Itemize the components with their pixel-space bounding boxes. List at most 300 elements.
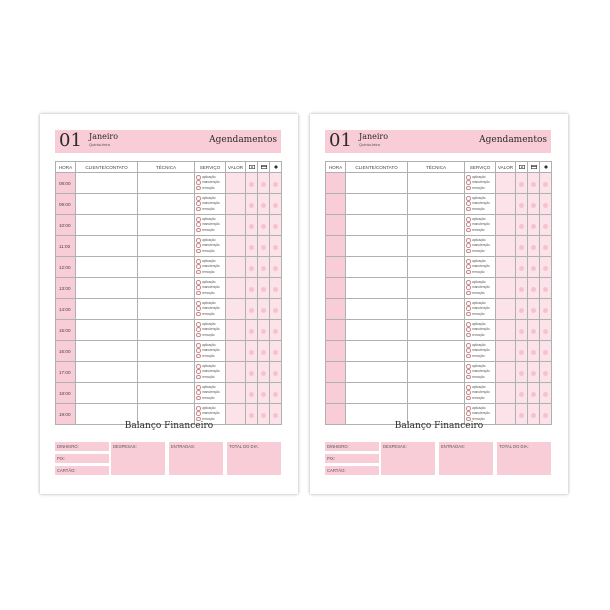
service-cell (465, 236, 496, 257)
payment-cell (528, 278, 540, 299)
client-cell[interactable] (346, 194, 408, 215)
checkbox-icon[interactable] (196, 375, 201, 380)
payment-cell (258, 236, 270, 257)
card-label: CARTÃO: (57, 468, 76, 473)
payment-dot-icon[interactable] (249, 203, 254, 208)
value-cell[interactable] (226, 194, 246, 215)
checkbox-icon[interactable] (466, 306, 471, 311)
payment-dot-icon[interactable] (249, 287, 254, 292)
checkbox-icon[interactable] (196, 264, 201, 269)
service-option[interactable] (195, 249, 225, 254)
client-cell[interactable] (76, 299, 138, 320)
payment-dot-icon[interactable] (543, 203, 548, 208)
expenses-field[interactable] (111, 442, 165, 475)
schedule-row (56, 341, 282, 362)
value-cell[interactable] (226, 299, 246, 320)
hour-cell (326, 194, 346, 215)
card-field[interactable] (325, 466, 379, 475)
checkbox-icon[interactable] (466, 280, 471, 285)
payment-dot-icon[interactable] (249, 224, 254, 229)
value-cell[interactable] (226, 278, 246, 299)
pix-field[interactable] (55, 454, 109, 463)
value-cell[interactable] (496, 362, 516, 383)
technique-cell[interactable] (138, 320, 195, 341)
client-cell[interactable] (346, 362, 408, 383)
service-option[interactable] (465, 291, 495, 296)
payment-dot-icon[interactable] (519, 350, 524, 355)
technique-cell[interactable] (408, 320, 465, 341)
client-cell[interactable] (76, 341, 138, 362)
checkbox-icon[interactable] (466, 364, 471, 369)
cash-field[interactable] (55, 442, 109, 451)
value-cell[interactable] (496, 299, 516, 320)
client-cell[interactable] (346, 215, 408, 236)
hour-cell (326, 383, 346, 404)
technique-cell[interactable] (408, 257, 465, 278)
payment-dot-icon[interactable] (261, 266, 266, 271)
checkbox-icon[interactable] (196, 390, 201, 395)
payment-cell (516, 257, 528, 278)
checkbox-icon[interactable] (196, 249, 201, 254)
value-cell[interactable] (496, 215, 516, 236)
checkbox-icon[interactable] (466, 333, 471, 338)
checkbox-icon[interactable] (196, 259, 201, 264)
service-label: aplicação (472, 385, 486, 390)
client-cell[interactable] (76, 236, 138, 257)
checkbox-icon[interactable] (466, 238, 471, 243)
checkbox-icon[interactable] (466, 243, 471, 248)
checkbox-icon[interactable] (196, 180, 201, 185)
checkbox-icon[interactable] (466, 390, 471, 395)
money-icon (516, 162, 528, 173)
payment-dot-icon[interactable] (519, 182, 524, 187)
checkbox-icon[interactable] (196, 343, 201, 348)
payment-cell (246, 362, 258, 383)
payment-dot-icon[interactable] (249, 371, 254, 376)
income-field[interactable] (169, 442, 223, 475)
checkbox-icon[interactable] (196, 186, 201, 191)
service-label: manutenção (202, 180, 220, 185)
service-option[interactable] (465, 249, 495, 254)
payment-dot-icon[interactable] (531, 203, 536, 208)
payment-dot-icon[interactable] (273, 245, 278, 250)
payment-dot-icon[interactable] (531, 413, 536, 418)
payment-dot-icon[interactable] (519, 266, 524, 271)
payment-dot-icon[interactable] (531, 392, 536, 397)
value-cell[interactable] (496, 383, 516, 404)
checkbox-icon[interactable] (196, 369, 201, 374)
checkbox-icon[interactable] (196, 406, 201, 411)
value-cell[interactable] (496, 257, 516, 278)
payment-dot-icon[interactable] (249, 350, 254, 355)
checkbox-icon[interactable] (196, 217, 201, 222)
checkbox-icon[interactable] (196, 411, 201, 416)
value-cell[interactable] (226, 257, 246, 278)
card-field[interactable] (55, 466, 109, 475)
payment-dot-icon[interactable] (531, 266, 536, 271)
payment-dot-icon[interactable] (261, 413, 266, 418)
month-label: Janeiro (359, 132, 389, 141)
value-cell[interactable] (226, 173, 246, 194)
payment-cell (258, 278, 270, 299)
payment-dot-icon[interactable] (273, 392, 278, 397)
payment-dot-icon[interactable] (249, 182, 254, 187)
expenses-field[interactable] (381, 442, 435, 475)
checkbox-icon[interactable] (196, 322, 201, 327)
technique-cell[interactable] (138, 257, 195, 278)
payment-cell (516, 299, 528, 320)
payment-dot-icon[interactable] (261, 245, 266, 250)
payment-cell (540, 257, 552, 278)
service-label: aplicação (202, 238, 216, 243)
payment-dot-icon[interactable] (249, 329, 254, 334)
checkbox-icon[interactable] (466, 207, 471, 212)
payment-cell (270, 299, 282, 320)
payment-dot-icon[interactable] (261, 203, 266, 208)
value-cell[interactable] (496, 236, 516, 257)
payment-dot-icon[interactable] (273, 329, 278, 334)
payment-dot-icon[interactable] (543, 224, 548, 229)
value-cell[interactable] (226, 383, 246, 404)
service-option[interactable] (465, 333, 495, 338)
checkbox-icon[interactable] (466, 186, 471, 191)
payment-dot-icon[interactable] (273, 182, 278, 187)
checkbox-icon[interactable] (196, 280, 201, 285)
technique-cell[interactable] (408, 383, 465, 404)
payment-dot-icon[interactable] (273, 287, 278, 292)
checkbox-icon[interactable] (196, 396, 201, 401)
cash-label: DINHEIRO: (327, 444, 349, 449)
payment-dot-icon[interactable] (543, 350, 548, 355)
technique-cell[interactable] (138, 236, 195, 257)
payment-dot-icon[interactable] (273, 203, 278, 208)
service-option[interactable] (465, 375, 495, 380)
service-label: remoção (472, 353, 485, 358)
checkbox-icon[interactable] (466, 222, 471, 227)
payment-dot-icon[interactable] (543, 182, 548, 187)
checkbox-icon[interactable] (196, 354, 201, 359)
checkbox-icon[interactable] (466, 375, 471, 380)
value-cell[interactable] (226, 362, 246, 383)
checkbox-icon[interactable] (466, 249, 471, 254)
technique-cell[interactable] (138, 383, 195, 404)
client-cell[interactable] (76, 173, 138, 194)
checkbox-icon[interactable] (466, 411, 471, 416)
service-option[interactable] (465, 228, 495, 233)
checkbox-icon[interactable] (196, 385, 201, 390)
payment-dot-icon[interactable] (261, 308, 266, 313)
pix-label: PIX: (327, 456, 335, 461)
value-cell[interactable] (496, 194, 516, 215)
client-cell[interactable] (76, 320, 138, 341)
checkbox-icon[interactable] (466, 322, 471, 327)
service-cell (465, 278, 496, 299)
service-label: aplicação (472, 322, 486, 327)
checkbox-icon[interactable] (196, 228, 201, 233)
value-cell[interactable] (496, 320, 516, 341)
payment-dot-icon[interactable] (531, 329, 536, 334)
payment-dot-icon[interactable] (543, 392, 548, 397)
payment-dot-icon[interactable] (261, 350, 266, 355)
checkbox-icon[interactable] (196, 222, 201, 227)
technique-cell[interactable] (408, 278, 465, 299)
payment-dot-icon[interactable] (519, 371, 524, 376)
day-number: 01 (59, 130, 82, 151)
balance-title: Balanço Financeiro (124, 421, 214, 431)
checkbox-icon[interactable] (196, 238, 201, 243)
payment-dot-icon[interactable] (261, 371, 266, 376)
checkbox-icon[interactable] (466, 259, 471, 264)
value-cell[interactable] (496, 278, 516, 299)
checkbox-icon[interactable] (196, 201, 201, 206)
service-option[interactable] (195, 228, 225, 233)
service-label: aplicação (472, 343, 486, 348)
checkbox-icon[interactable] (466, 348, 471, 353)
payment-dot-icon[interactable] (249, 245, 254, 250)
day-total-field[interactable] (227, 442, 281, 475)
checkbox-icon[interactable] (466, 270, 471, 275)
value-cell[interactable] (226, 341, 246, 362)
client-cell[interactable] (76, 278, 138, 299)
payment-dot-icon[interactable] (543, 308, 548, 313)
client-cell[interactable] (346, 236, 408, 257)
value-cell[interactable] (226, 215, 246, 236)
payment-dot-icon[interactable] (249, 413, 254, 418)
checkbox-icon[interactable] (196, 196, 201, 201)
payment-dot-icon[interactable] (273, 413, 278, 418)
payment-dot-icon[interactable] (531, 371, 536, 376)
service-option[interactable] (195, 186, 225, 191)
service-option[interactable] (465, 396, 495, 401)
checkbox-icon[interactable] (196, 364, 201, 369)
payment-cell (270, 257, 282, 278)
technique-cell[interactable] (408, 215, 465, 236)
payment-dot-icon[interactable] (273, 350, 278, 355)
col-header-servico: SERVIÇO (465, 162, 496, 173)
client-cell[interactable] (76, 215, 138, 236)
technique-cell[interactable] (138, 299, 195, 320)
service-option[interactable] (465, 312, 495, 317)
checkbox-icon[interactable] (466, 312, 471, 317)
payment-dot-icon[interactable] (543, 329, 548, 334)
service-label: aplicação (202, 280, 216, 285)
service-option[interactable] (195, 333, 225, 338)
service-option[interactable] (195, 312, 225, 317)
payment-cell (540, 278, 552, 299)
payment-dot-icon[interactable] (543, 371, 548, 376)
technique-cell[interactable] (138, 173, 195, 194)
checkbox-icon[interactable] (196, 348, 201, 353)
payment-dot-icon[interactable] (531, 224, 536, 229)
checkbox-icon[interactable] (466, 369, 471, 374)
service-option[interactable] (465, 354, 495, 359)
payment-dot-icon[interactable] (531, 308, 536, 313)
service-label: aplicação (472, 217, 486, 222)
payment-dot-icon[interactable] (519, 413, 524, 418)
payment-dot-icon[interactable] (249, 308, 254, 313)
technique-cell[interactable] (138, 278, 195, 299)
client-cell[interactable] (76, 194, 138, 215)
payment-dot-icon[interactable] (261, 392, 266, 397)
checkbox-icon[interactable] (466, 228, 471, 233)
payment-cell (246, 215, 258, 236)
checkbox-icon[interactable] (466, 396, 471, 401)
checkbox-icon[interactable] (466, 406, 471, 411)
checkbox-icon[interactable] (466, 196, 471, 201)
client-cell[interactable] (346, 320, 408, 341)
technique-cell[interactable] (138, 194, 195, 215)
technique-cell[interactable] (408, 173, 465, 194)
day-total-label: TOTAL DO DIA: (229, 444, 259, 449)
payment-dot-icon[interactable] (519, 224, 524, 229)
payment-dot-icon[interactable] (273, 266, 278, 271)
client-cell[interactable] (76, 383, 138, 404)
pix-field[interactable] (325, 454, 379, 463)
checkbox-icon[interactable] (466, 217, 471, 222)
service-option[interactable] (195, 396, 225, 401)
checkbox-icon[interactable] (196, 306, 201, 311)
service-option[interactable] (195, 291, 225, 296)
checkbox-icon[interactable] (466, 175, 471, 180)
service-option[interactable] (195, 270, 225, 275)
payment-dot-icon[interactable] (543, 266, 548, 271)
client-cell[interactable] (346, 299, 408, 320)
checkbox-icon[interactable] (466, 180, 471, 185)
checkbox-icon[interactable] (196, 301, 201, 306)
service-label: remoção (472, 269, 485, 274)
payment-dot-icon[interactable] (261, 287, 266, 292)
technique-cell[interactable] (408, 299, 465, 320)
checkbox-icon[interactable] (196, 270, 201, 275)
hour-cell: 08:00 (56, 173, 76, 194)
payment-cell (258, 299, 270, 320)
service-label: manutenção (472, 201, 490, 206)
checkbox-icon[interactable] (196, 312, 201, 317)
service-option[interactable] (195, 354, 225, 359)
checkbox-icon[interactable] (466, 201, 471, 206)
checkbox-icon[interactable] (196, 291, 201, 296)
hour-cell (326, 236, 346, 257)
service-option[interactable] (465, 270, 495, 275)
checkbox-icon[interactable] (466, 327, 471, 332)
service-label: remoção (472, 416, 485, 421)
payment-dot-icon[interactable] (519, 329, 524, 334)
payment-dot-icon[interactable] (249, 266, 254, 271)
payment-dot-icon[interactable] (543, 287, 548, 292)
payment-dot-icon[interactable] (273, 224, 278, 229)
payment-dot-icon[interactable] (519, 308, 524, 313)
service-cell (465, 362, 496, 383)
technique-cell[interactable] (408, 194, 465, 215)
technique-cell[interactable] (408, 341, 465, 362)
client-cell[interactable] (346, 278, 408, 299)
checkbox-icon[interactable] (466, 285, 471, 290)
value-cell[interactable] (226, 320, 246, 341)
service-label: remoção (202, 332, 215, 337)
payment-dot-icon[interactable] (273, 308, 278, 313)
technique-cell[interactable] (408, 236, 465, 257)
service-option[interactable] (195, 375, 225, 380)
payment-cell (528, 194, 540, 215)
client-cell[interactable] (76, 257, 138, 278)
payment-dot-icon[interactable] (249, 392, 254, 397)
checkbox-icon[interactable] (196, 207, 201, 212)
day-total-field[interactable] (497, 442, 551, 475)
cash-field[interactable] (325, 442, 379, 451)
checkbox-icon[interactable] (196, 327, 201, 332)
payment-cell (258, 257, 270, 278)
schedule-row (326, 320, 552, 341)
checkbox-icon[interactable] (196, 333, 201, 338)
checkbox-icon[interactable] (196, 243, 201, 248)
payment-cell (516, 236, 528, 257)
service-label: remoção (202, 311, 215, 316)
payment-dot-icon[interactable] (261, 329, 266, 334)
payment-cell (516, 173, 528, 194)
payment-dot-icon[interactable] (531, 245, 536, 250)
checkbox-icon[interactable] (466, 343, 471, 348)
client-cell[interactable] (346, 173, 408, 194)
payment-dot-icon[interactable] (531, 350, 536, 355)
technique-cell[interactable] (138, 362, 195, 383)
payment-dot-icon[interactable] (519, 392, 524, 397)
checkbox-icon[interactable] (466, 385, 471, 390)
planner-page-right (310, 114, 568, 494)
income-label: ENTRADAS: (441, 444, 465, 449)
service-option[interactable] (465, 186, 495, 191)
technique-cell[interactable] (138, 215, 195, 236)
client-cell[interactable] (346, 383, 408, 404)
payment-dot-icon[interactable] (531, 182, 536, 187)
payment-cell (270, 236, 282, 257)
income-field[interactable] (439, 442, 493, 475)
payment-dot-icon[interactable] (519, 203, 524, 208)
checkbox-icon[interactable] (466, 301, 471, 306)
payment-dot-icon[interactable] (543, 245, 548, 250)
technique-cell[interactable] (408, 362, 465, 383)
service-option[interactable] (465, 207, 495, 212)
value-cell[interactable] (496, 173, 516, 194)
payment-cell (258, 341, 270, 362)
payment-cell (270, 278, 282, 299)
payment-dot-icon[interactable] (261, 224, 266, 229)
payment-dot-icon[interactable] (519, 287, 524, 292)
payment-dot-icon[interactable] (543, 413, 548, 418)
expenses-label: DESPESAS: (383, 444, 407, 449)
technique-cell[interactable] (138, 341, 195, 362)
col-header-valor: VALOR (496, 162, 516, 173)
client-cell[interactable] (346, 257, 408, 278)
client-cell[interactable] (346, 341, 408, 362)
checkbox-icon[interactable] (466, 291, 471, 296)
payment-dot-icon[interactable] (531, 287, 536, 292)
service-label: remoção (472, 248, 485, 253)
service-cell (465, 383, 496, 404)
checkbox-icon[interactable] (466, 354, 471, 359)
service-option[interactable] (195, 207, 225, 212)
payment-dot-icon[interactable] (261, 182, 266, 187)
client-cell[interactable] (76, 362, 138, 383)
checkbox-icon[interactable] (466, 264, 471, 269)
income-label: ENTRADAS: (171, 444, 195, 449)
payment-dot-icon[interactable] (273, 371, 278, 376)
value-cell[interactable] (496, 341, 516, 362)
payment-dot-icon[interactable] (519, 245, 524, 250)
checkbox-icon[interactable] (196, 175, 201, 180)
payment-cell (528, 362, 540, 383)
value-cell[interactable] (226, 236, 246, 257)
checkbox-icon[interactable] (196, 285, 201, 290)
